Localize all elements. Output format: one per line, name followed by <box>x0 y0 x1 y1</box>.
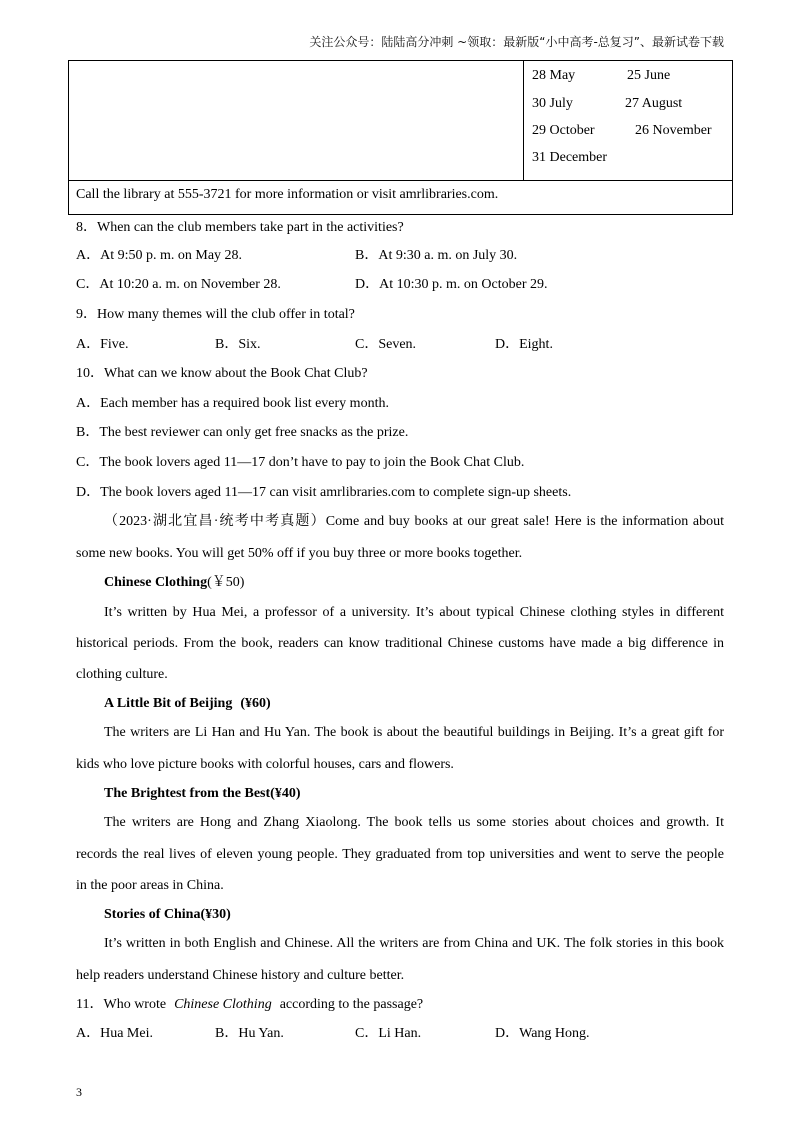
book-heading <box>104 784 724 804</box>
meeting-date: 28 May <box>532 68 576 83</box>
options-row <box>76 275 724 295</box>
meeting-date: 31 December <box>532 150 608 165</box>
meeting-date: 25 June <box>627 68 671 83</box>
club-schedule-table <box>68 60 733 215</box>
option-d: D．At 10:30 p. m. on October 29. <box>355 277 548 292</box>
question-book-title: Chinese Clothing <box>174 997 272 1012</box>
options-row <box>76 335 724 355</box>
paragraph-line: It’s written by Hua Mei, a professor of a university. It’s about typical Chinese clothing styles in different <box>104 605 724 620</box>
question-stem <box>76 995 724 1015</box>
option-c: C．Seven. <box>355 337 417 352</box>
meeting-date: 29 October <box>532 123 595 138</box>
option-d: D．The book lovers aged 11—17 can visit amrlibraries.com to complete sign-up sheets. <box>76 485 572 500</box>
option-a: A．Hua Mei. <box>76 1026 153 1041</box>
meeting-date: 30 July <box>532 96 573 111</box>
option-a: A．Five. <box>76 337 129 352</box>
book-heading <box>104 694 724 714</box>
option-a: A．At 9:50 p. m. on May 28. <box>76 248 243 263</box>
meeting-date: 27 August <box>625 96 683 111</box>
paragraph-line: kids who love picture books with colorful houses, cars and flowers. <box>76 757 454 772</box>
option-b: B．Six. <box>215 337 261 352</box>
option-a: A．Each member has a required book list every month. <box>76 396 389 411</box>
paragraph-line: in the poor areas in China. <box>76 878 224 893</box>
library-contact-note: Call the library at 555-3721 for more information or visit amrlibraries.com. <box>76 187 499 202</box>
book-price: (¥30) <box>200 907 231 922</box>
table-row-divider <box>69 180 732 181</box>
book-title: Chinese Clothing <box>104 575 208 590</box>
book-title: A Little Bit of Beijing <box>104 696 233 711</box>
question-stem: 9．How many themes will the club offer in total? <box>76 307 355 322</box>
book-price: (￥50) <box>207 575 245 590</box>
book-title: Stories of China <box>104 907 201 922</box>
table-column-divider <box>523 61 524 180</box>
paragraph-line: some new books. You will get 50% off if you buy three or more books together. <box>76 546 523 561</box>
paragraph-line: help readers understand Chinese history and culture better. <box>76 968 405 983</box>
paragraph-line: clothing culture. <box>76 667 168 682</box>
book-heading <box>104 905 724 925</box>
book-title: The Brightest from the Best <box>104 786 271 801</box>
option-d: D．Wang Hong. <box>495 1026 590 1041</box>
paragraph-line: （2023·湖北宜昌·统考中考真题）Come and buy books at our great sale! Here is the information about <box>104 514 724 529</box>
paragraph-line: historical periods. From the book, readers can know traditional Chinese customs have made a big difference in <box>76 636 724 651</box>
option-d: D．Eight. <box>495 337 553 352</box>
option-b: B．Hu Yan. <box>215 1026 284 1041</box>
options-row <box>76 1024 724 1044</box>
option-b: B．The best reviewer can only get free snacks as the prize. <box>76 425 409 440</box>
book-price: (¥60) <box>240 696 271 711</box>
question-stem-end: according to the passage? <box>279 997 424 1012</box>
question-stem: 10．What can we know about the Book Chat Club? <box>76 366 368 381</box>
book-heading <box>104 573 724 593</box>
option-c: C．The book lovers aged 11—17 don’t have to pay to join the Book Chat Club. <box>76 455 525 470</box>
book-price: (¥40) <box>270 786 301 801</box>
question-stem-start: 11．Who wrote <box>76 997 167 1012</box>
option-c: C．Li Han. <box>355 1026 422 1041</box>
option-b: B．At 9:30 a. m. on July 30. <box>355 248 518 263</box>
page-header-notice: 关注公众号：陆陆高分冲刺 ~领取：最新版“小中高考-总复习”、最新试卷下载 <box>309 35 724 49</box>
page-number: 3 <box>76 1085 82 1099</box>
option-c: C．At 10:20 a. m. on November 28. <box>76 277 281 292</box>
paragraph-line: The writers are Hong and Zhang Xiaolong. The book tells us some stories about choices and growth. It <box>104 815 724 830</box>
options-row <box>76 246 724 266</box>
meeting-date: 26 November <box>635 123 712 138</box>
paragraph-line: The writers are Li Han and Hu Yan. The book is about the beautiful buildings in Beijing. It’s a great gift for <box>104 725 724 740</box>
paragraph-line: It’s written in both English and Chinese. All the writers are from China and UK. The folk stories in this book <box>104 936 724 951</box>
paragraph-line: records the real lives of eleven young people. They graduated from top universities and went to serve the people <box>76 847 724 862</box>
question-stem: 8．When can the club members take part in the activities? <box>76 220 404 235</box>
